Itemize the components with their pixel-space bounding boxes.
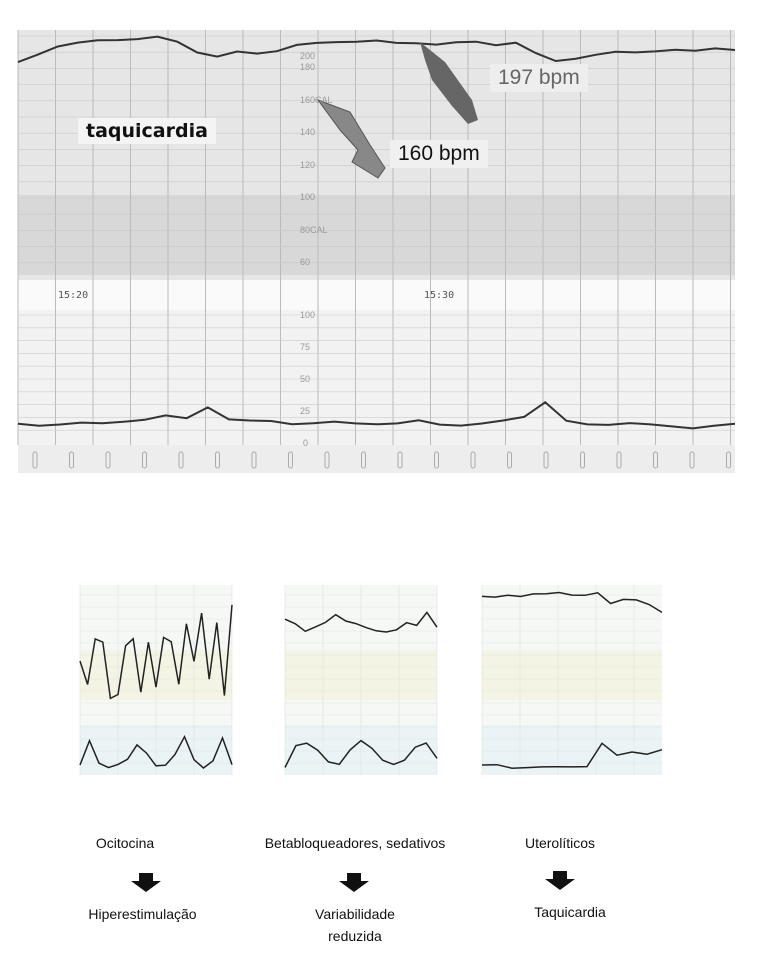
panel-2 [285,585,437,775]
uc-label-75: 75 [300,342,311,352]
scale-label-200: 200 [300,51,316,61]
cause-label-1: Ocitocina [95,835,155,851]
panel-3 [482,585,662,775]
effect-label-2b: reduzida [328,928,382,944]
scale-label-160: 160CAL [300,95,333,105]
effect-label-1: Hiperestimulação [88,906,197,922]
main-ctg-strip [18,30,735,473]
down-arrow-icon [131,873,161,892]
annotation-160-bpm: 160 bpm [390,140,488,168]
effect-label-3: Taquicardia [534,904,606,920]
down-arrow-icon [545,871,575,890]
uc-label-100: 100 [300,310,316,320]
scale-label-140: 140 [300,127,316,137]
annotation-197-bpm: 197 bpm [490,64,588,92]
scale-label-180: 180 [300,62,316,72]
time-mark-2: 15:30 [424,290,455,301]
uc-label-0: 0 [303,438,309,448]
scale-label-60: 60 [300,257,311,267]
effect-label-2: Variabilidade [315,906,395,922]
cause-label-2: Betabloqueadores, sedativos [264,835,446,851]
down-arrow-icon [339,873,369,892]
panel-1 [80,585,232,775]
perforation-strip [18,445,735,473]
uc-label-50: 50 [300,374,311,384]
scale-label-120: 120 [300,160,316,170]
time-mark-1: 15:20 [58,290,89,301]
cause-label-3: Uterolíticos [524,835,596,851]
scale-label-80: 80CAL [300,225,328,235]
title-taquicardia: taquicardia [78,118,216,144]
uc-label-25: 25 [300,406,311,416]
scale-label-100: 100 [300,192,316,202]
time-strip [18,280,735,310]
